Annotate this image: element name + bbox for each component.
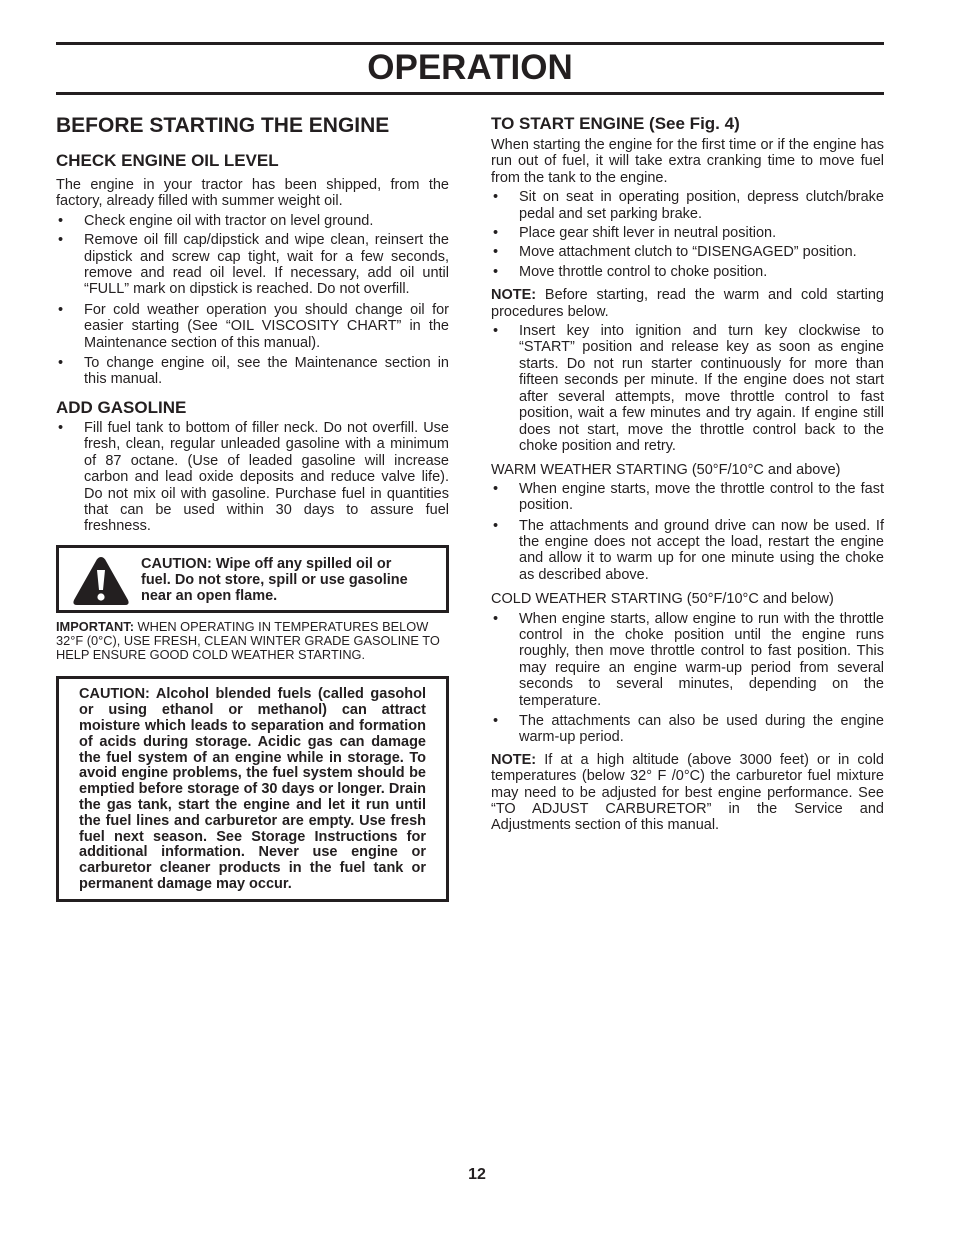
important-note <box>56 620 449 663</box>
page-title: OPERATION <box>367 48 573 87</box>
important-text: WHEN OPERATING IN TEMPERATURES BELOW 32°F (0°C), USE FRESH, CLEAN WINTER GRADE GASOLINE TO HELP ENSURE GOOD COLD WEATHER STARTING. <box>56 618 440 663</box>
list-item: • The attachments can also be used during the engine warm-up period. <box>493 713 884 746</box>
note-label: NOTE: <box>491 287 537 304</box>
caution-text: CAUTION: Alcohol blended fuels (called gasohol or using ethanol or methanol) can attract moisture which leads to separation and formation of acids during storage. Acidic gas can damage the fuel system of an engine while in storage. To avoid engine problems, the fuel system should be emptied before storage of 30 days or longer. Drain the gas tank, start the engine and let it run until the fuel lines and carburetor are empty. Use fresh fuel next season. See Storage Instructions for additional information. Never use engine or carburetor cleaner products in the fuel tank or permanent damage may occur. <box>79 686 426 892</box>
page-number: 12 <box>468 1166 486 1183</box>
list-item: • The attachments and ground drive can now be used. If the engine does not accept the load, restart the engine and allow it to warm up for one minute using the choke as described above. <box>493 517 884 583</box>
list-item: • Sit on seat in operating position, depress clutch/brake pedal and set parking brake. <box>493 189 884 222</box>
warning-triangle-icon <box>71 554 131 608</box>
note-text: If at a high altitude (above 3000 feet) or in cold temperatures (below 32° F /0°C) the carburetor fuel mixture may need to be adjusted for best engine performance. See “TO ADJUST CARBURETOR” in the Service and Adjustments section of this manual. <box>491 751 884 834</box>
header-rule-top <box>56 42 884 45</box>
list-item: • Move attachment clutch to “DISENGAGED” position. <box>493 244 857 261</box>
caution-text: CAUTION: Wipe off any spilled oil or fuel. Do not store, spill or use gasoline near an open flame. <box>141 555 408 604</box>
note-text: Before starting, read the warm and cold starting procedures below. <box>491 287 884 320</box>
list-item: • When engine starts, allow engine to run with the throttle control in the choke position until the engine runs roughly, then move throttle control to fast position. This may require an engine warm-up period from several seconds to several minutes, depending on the temperature. <box>493 610 884 709</box>
note-before-starting <box>491 287 884 320</box>
note-altitude <box>491 752 884 834</box>
gasoline-heading: ADD GASOLINE <box>56 397 187 417</box>
important-label: IMPORTANT: <box>56 618 134 634</box>
start-intro: When starting the engine for the first time or if the engine has run out of fuel, it will take extra cranking time to move fuel from the tank to the engine. <box>491 137 884 186</box>
oil-heading: CHECK ENGINE OIL LEVEL <box>56 151 279 170</box>
list-item: • To change engine oil, see the Maintenance section in this manual. <box>58 355 449 388</box>
left-column <box>56 112 449 902</box>
gasoline-bullet-list <box>56 420 449 535</box>
key-bullet-list <box>491 323 884 454</box>
list-item: • Move throttle control to choke position. <box>493 263 768 280</box>
list-item: • Fill fuel tank to bottom of filler neck. Do not overfill. Use fresh, clean, regular unleaded gasoline with a minimum of 87 octane. (Use of leaded gasoline will increase carbon and lead oxide deposits and reduce valve life). Do not mix oil with gasoline. Purchase fuel in quantities that can be used within 30 days to assure fuel freshness. <box>58 419 449 535</box>
start-bullet-list <box>491 189 884 280</box>
caution-box-alcohol <box>56 676 449 901</box>
warm-bullet-list <box>491 481 884 583</box>
caution-box-spill <box>56 545 449 613</box>
list-item: • When engine starts, move the throttle control to the fast position. <box>493 480 884 514</box>
list-item: • For cold weather operation you should change oil for easier starting (See “OIL VISCOSITY CHART” in the Maintenance section of this manual). <box>58 301 449 351</box>
list-item: • Insert key into ignition and turn key clockwise to “START” position and release key as soon as engine starts. Do not run starter continuously for more than fifteen seconds per minute. If the engine does not start after several attempts, move throttle control to fast position, wait a few minutes and try again. If engine still does not start, move the throttle control back to the choke position and retry. <box>493 323 884 454</box>
start-engine-heading: TO START ENGINE (See Fig. 4) <box>491 114 740 133</box>
list-item: • Remove oil fill cap/dipstick and wipe clean, reinsert the dipstick and screw cap tight, wait for a few seconds, remove and read oil level. If necessary, add oil until “FULL” mark on dipstick is reached. Do not overfill. <box>58 232 449 298</box>
oil-intro: The engine in your tractor has been shipped, from the factory, already filled with summer weight oil. <box>56 177 449 210</box>
oil-bullet-list <box>56 213 449 388</box>
warm-weather-heading: WARM WEATHER STARTING (50°F/10°C and above) <box>491 462 841 479</box>
cold-weather-heading: COLD WEATHER STARTING (50°F/10°C and below) <box>491 591 834 608</box>
cold-bullet-list <box>491 611 884 746</box>
list-item: • Check engine oil with tractor on level ground. <box>58 212 374 229</box>
note-label: NOTE: <box>491 751 537 768</box>
right-column <box>491 112 884 834</box>
list-item: • Place gear shift lever in neutral position. <box>493 225 777 242</box>
header-rule-bottom <box>56 92 884 95</box>
section-title: BEFORE STARTING THE ENGINE <box>56 114 390 137</box>
